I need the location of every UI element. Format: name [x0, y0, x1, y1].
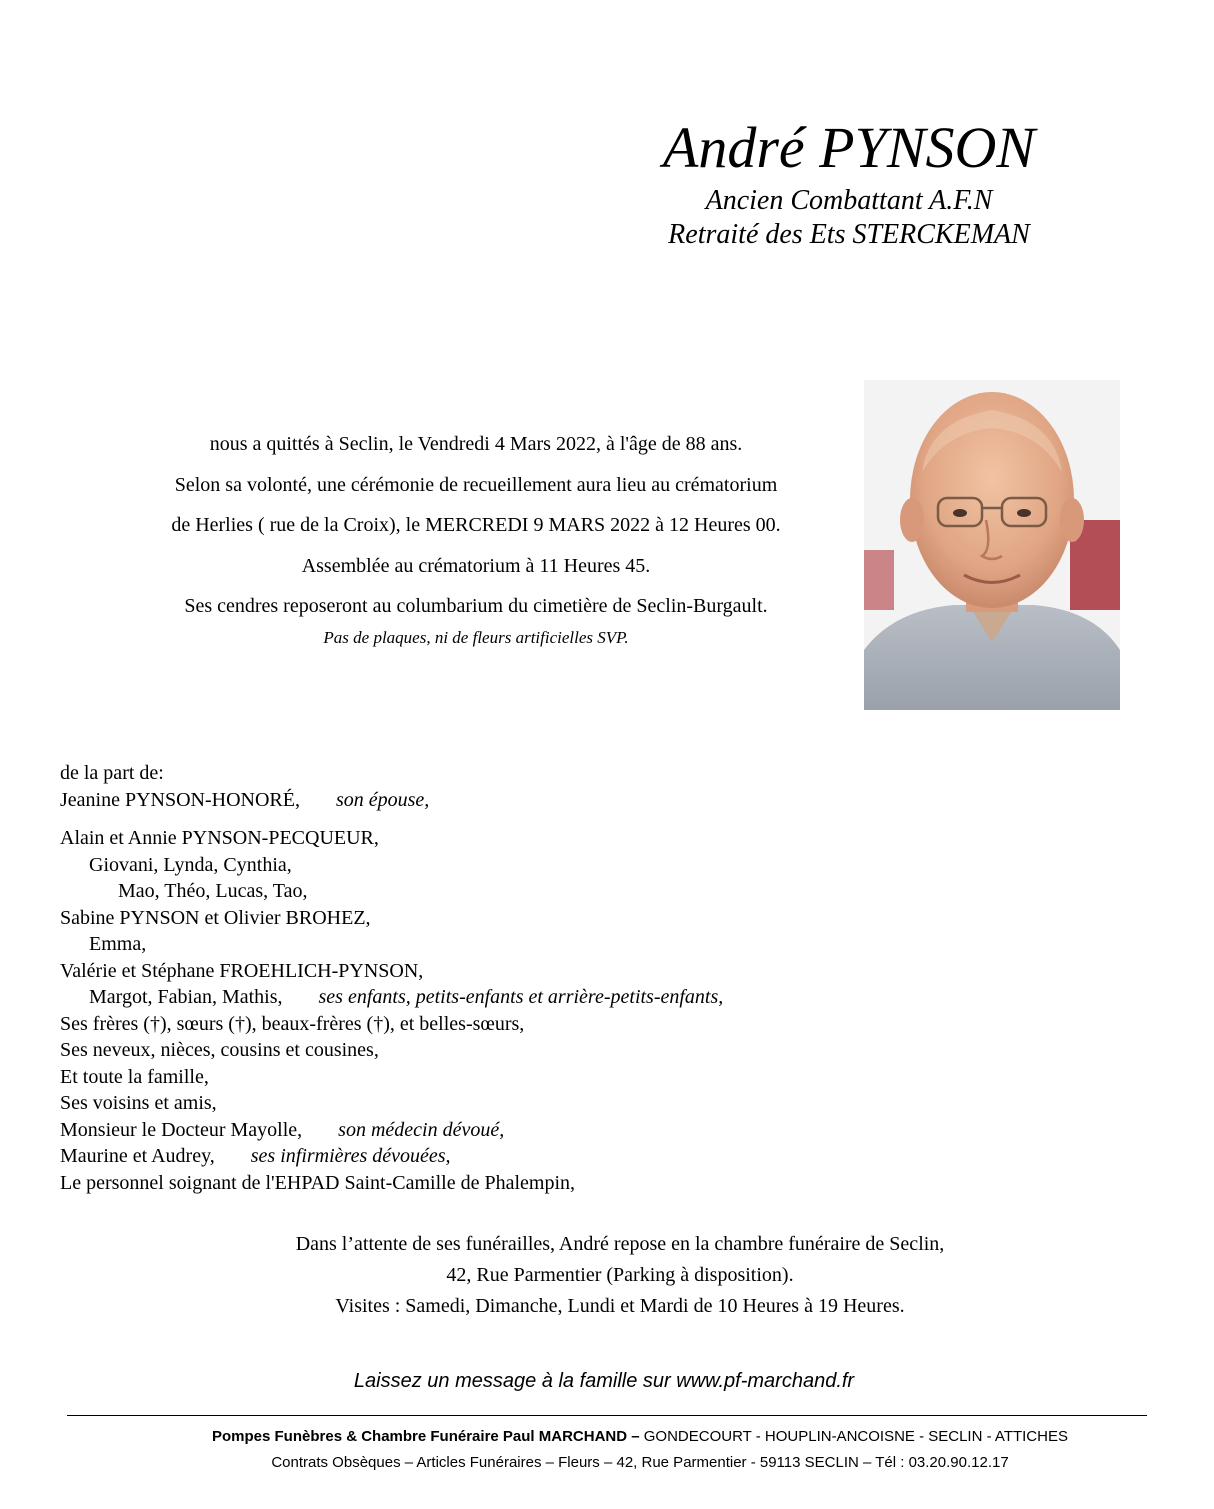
nurses-line — [60, 1143, 1060, 1170]
family-member: Mao, Théo, Lucas, Tao, — [118, 880, 308, 902]
condolence-message: Laissez un message à la famille sur www.pf-marchand.fr — [353, 1370, 855, 1392]
repose-line: 42, Rue Parmentier (Parking à disposition). — [446, 1264, 794, 1286]
family-list — [60, 760, 1060, 1196]
nurses-names: Maurine et Audrey, — [60, 1145, 215, 1167]
funeral-home-footer — [100, 1424, 1180, 1476]
subtitle-retired: Retraité des Ets STERCKEMAN — [668, 219, 1030, 250]
announcement-line: Assemblée au crématorium à 11 Heures 45. — [301, 554, 651, 577]
announcement-block — [100, 424, 852, 653]
family-member: Alain et Annie PYNSON-PECQUEUR, — [60, 827, 379, 849]
doctor-relation: son médecin dévoué, — [338, 1118, 505, 1141]
company-towns: GONDECOURT - HOUPLIN-ANCOISNE - SECLIN - ATTICHES — [643, 1428, 1068, 1445]
announcement-line: Selon sa volonté, une cérémonie de recueillement aura lieu au crématorium — [174, 473, 778, 496]
repose-block — [160, 1229, 1080, 1322]
family-member: Ses frères (†), sœurs (†), beaux-frères (†), et belles-sœurs, — [60, 1012, 525, 1035]
deceased-name: André PYNSON — [662, 115, 1036, 180]
announcement-note: Pas de plaques, ni de fleurs artificielles SVP. — [323, 627, 629, 647]
subtitle-veteran: Ancien Combattant A.F.N — [705, 185, 993, 216]
family-member: Ses neveux, nièces, cousins et cousines, — [60, 1039, 379, 1061]
announcement-line: Ses cendres reposeront au columbarium du cimetière de Seclin-Burgault. — [184, 595, 768, 617]
family-member: Et toute la famille, — [60, 1065, 209, 1088]
footer-line-services: Contrats Obsèques – Articles Funéraires – Fleurs – 42, Rue Parmentier - 59113 SECLIN – Tél : 03.20.90.12.17 — [271, 1454, 1009, 1471]
portrait-illustration — [864, 380, 1120, 710]
family-member: Sabine PYNSON et Olivier BROHEZ, — [60, 906, 371, 929]
spouse-relation: son épouse, — [335, 788, 430, 811]
repose-line: Dans l’attente de ses funérailles, André repose en la chambre funéraire de Seclin, — [295, 1233, 945, 1255]
family-member: Giovani, Lynda, Cynthia, — [89, 853, 292, 876]
portrait-photo — [864, 380, 1120, 710]
family-member: Emma, — [89, 933, 147, 955]
nurses-relation: ses infirmières dévouées, — [250, 1145, 451, 1167]
family-intro: de la part de: — [60, 762, 164, 784]
repose-line: Visites : Samedi, Dimanche, Lundi et Mardi de 10 Heures à 19 Heures. — [335, 1295, 905, 1317]
obituary-header — [560, 112, 1138, 252]
spouse-line — [60, 787, 1060, 814]
announcement-line: de Herlies ( rue de la Croix), le MERCREDI 9 MARS 2022 à 12 Heures 00. — [171, 514, 781, 536]
footer-line-company — [100, 1424, 1180, 1450]
footer-divider — [67, 1415, 1147, 1416]
doctor-line — [60, 1117, 1060, 1144]
company-name: Pompes Funèbres & Chambre Funéraire Paul MARCHAND – — [212, 1428, 640, 1445]
spouse-name: Jeanine PYNSON-HONORÉ, — [60, 788, 300, 811]
grandchildren-line — [60, 984, 1060, 1011]
children-relation: ses enfants, petits-enfants et arrière-petits-enfants, — [318, 986, 724, 1008]
doctor-name: Monsieur le Docteur Mayolle, — [60, 1118, 303, 1141]
grandchildren-names: Margot, Fabian, Mathis, — [89, 986, 283, 1008]
announcement-line: nous a quittés à Seclin, le Vendredi 4 Mars 2022, à l'âge de 88 ans. — [209, 433, 743, 455]
family-member: Valérie et Stéphane FROEHLICH-PYNSON, — [60, 959, 424, 982]
family-member: Le personnel soignant de l'EHPAD Saint-Camille de Phalempin, — [60, 1171, 576, 1194]
family-member: Ses voisins et amis, — [60, 1092, 217, 1114]
